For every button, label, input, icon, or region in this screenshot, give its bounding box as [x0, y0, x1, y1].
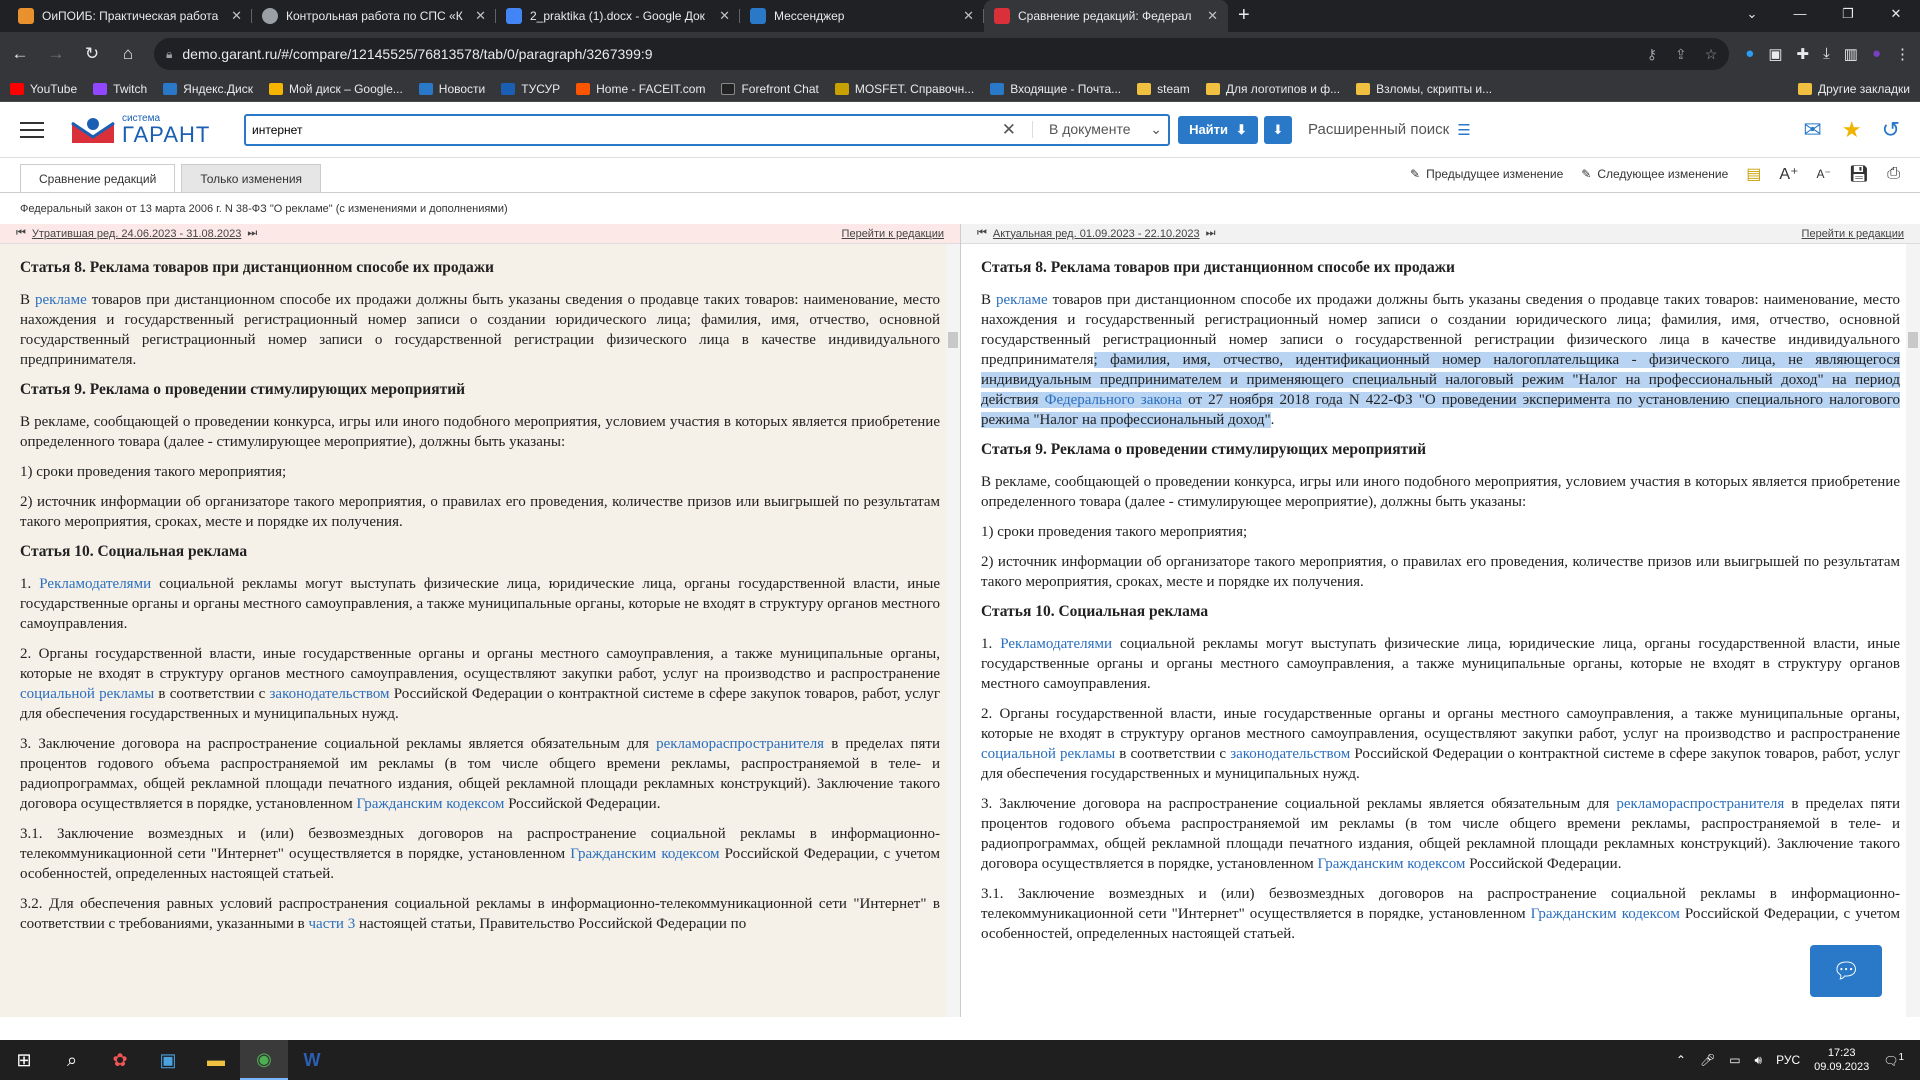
scroll-thumb[interactable] — [948, 332, 958, 348]
prev-change-label: Предыдущее изменение — [1426, 167, 1564, 181]
doc-link[interactable]: Гражданским кодексом — [1530, 906, 1680, 922]
bookmark-label: Другие закладки — [1818, 81, 1910, 96]
paragraph: 1) сроки проведения такого мероприятия; — [981, 524, 1248, 540]
paragraph: В рекламе товаров при дистанционном способе их продажи должны быть указаны сведения о продавце таких товаров: наименование, место нахождения и государственный регистрационный номер записи о создании юридического лица; фамилия, имя, отчество, основной государственный регистрационный номер записи о государственной регистрации физического лица в качестве индивидуального предпринимателя; фамилия, имя, отчество, идентификационный номер налогоплательщика - физического лица, не являющегося индивидуальным предпринимателем и применяющего специальный налоговый режим "Налог на профессиональный доход" на период действия Федерального закона от 27 ноября 2018 года N 422-ФЗ "О проведении эксперимента по установлению специального налогового режима "Налог на профессиональный доход". — [981, 292, 1900, 428]
article-heading: Статья 10. Социальная реклама — [981, 603, 1209, 620]
browser-tab-active[interactable] — [984, 0, 1228, 32]
highlighted-change: ; фамилия, имя, отчество, идентификационный номер налогоплательщика - физического лица, не являющегося индивидуальным предпринимателем и применяющего специальный налоговый режим "Налог на профессиональный доход" на период действия Федерального закона от 27 ноября 2018 года N 422-ФЗ "О проведении эксперимента по установлению специального налогового режима "Налог на профессиональный доход" — [981, 352, 1900, 428]
paragraph: 3.1. Заключение возмездных и (или) безвозмездных договоров на распространение социальной рекламы в информационно-телекоммуникационной сети "Интернет" осуществляется в порядке, установленном Гражданским кодексом Российской Федерации, с учетом особенностей, определенных настоящей статьей. — [981, 886, 1900, 942]
hamburger-menu-icon[interactable] — [20, 122, 44, 138]
close-icon[interactable]: ✕ — [231, 8, 242, 23]
article-heading: Статья 8. Реклама товаров при дистанционном способе их продажи — [981, 259, 1455, 276]
goto-edition-link[interactable]: Перейти к редакции — [1801, 227, 1904, 240]
close-icon[interactable]: ✕ — [963, 8, 974, 23]
bookmark-yandex-disk[interactable] — [163, 82, 253, 96]
arrow-down-icon: ⬇ — [1236, 121, 1247, 137]
doc-link[interactable]: Федерального закона — [1044, 392, 1183, 408]
logo-subtitle: система — [122, 112, 161, 124]
paragraph: 3.1. Заключение возмездных и (или) безвозмездных договоров на распространение социальной рекламы в информационно-телекоммуникационной сети "Интернет" осуществляется в порядке, установленном Гражданским кодексом Российской Федерации, с учетом особенностей, определенных настоящей статьей. — [20, 826, 940, 882]
close-icon[interactable]: ✕ — [475, 8, 486, 23]
bookmark-google-drive[interactable] — [269, 82, 403, 96]
doc-link[interactable]: Гражданским кодексом — [1317, 856, 1466, 872]
bookmark-mail[interactable] — [990, 82, 1121, 96]
home-icon[interactable]: ⌂ — [122, 44, 134, 63]
twitch-icon — [93, 83, 107, 95]
bookmark-tusur[interactable] — [501, 82, 560, 96]
avatar[interactable]: ● — [1871, 45, 1881, 62]
first-icon[interactable]: ⏮ — [977, 227, 987, 239]
doc-link[interactable]: Гражданским кодексом — [356, 796, 505, 812]
history-icon[interactable]: ↺ — [1881, 116, 1900, 142]
search-icon[interactable]: ⌕ — [66, 1049, 78, 1070]
garant-header — [0, 102, 1920, 158]
menu-dots-icon[interactable]: ⋮ — [1895, 46, 1910, 63]
scrollbar[interactable] — [1906, 244, 1920, 1017]
faceit-icon — [576, 83, 590, 95]
find-button[interactable] — [1178, 116, 1258, 144]
doc-link[interactable]: части 3 — [308, 916, 356, 932]
tab-title: 2_praktika (1).docx - Google Док — [530, 9, 705, 23]
youtube-icon — [10, 83, 24, 95]
edition-label[interactable]: Актуальная ред. 01.09.2023 - 22.10.2023 — [992, 227, 1200, 240]
current-edition-pane — [960, 224, 1920, 1017]
first-icon[interactable]: ⏮ — [16, 227, 26, 239]
maximize-icon[interactable]: ❐ — [1842, 6, 1854, 21]
back-icon[interactable]: ← — [11, 44, 29, 63]
logo-title: ГАРАНТ — [122, 121, 211, 147]
close-window-icon[interactable]: ✕ — [1890, 6, 1902, 21]
paragraph: 3.2. Для обеспечения равных условий распространения социальной рекламы в информационно-телекоммуникационной сети "Интернет" в соответствии с требованиями, указанными в части 3 настоящей статьи, Правительство Российской Федерации по — [20, 896, 940, 932]
browser-tab[interactable] — [740, 0, 984, 32]
doc-link[interactable]: рекламораспространителя — [1616, 796, 1785, 812]
bookmark-label: Взломы, скрипты и... — [1376, 81, 1493, 96]
bookmarks-bar — [0, 76, 1920, 102]
network-icon[interactable]: ▭ — [1729, 1053, 1741, 1067]
chat-icon — [721, 83, 735, 95]
cloud-icon — [163, 83, 177, 95]
mail-icon — [990, 83, 1004, 95]
news-icon — [419, 83, 433, 95]
bookmark-news[interactable] — [419, 82, 485, 96]
app-icon[interactable]: ✿ — [112, 1049, 128, 1070]
paragraph: 3. Заключение договора на распространение социальной рекламы является обязательным для рекламораспространителя в пределах пяти процентов годового объема распространяемой им рекламы (в том числе общего времени рекламы, распространяемой в теле- и радиопрограммах, общей рекламной площади печатного издания, общей рекламной площади рекламных конструкций). Заключение такого договора осуществляется в порядке, установленном Гражданским кодексом Российской Федерации. — [981, 796, 1900, 872]
paragraph: В рекламе, сообщающей о проведении конкурса, игры или иного подобного мероприятия, условием участия в которых является приобретение определенного товара (далее - стимулирующее мероприятие), должны быть указаны: — [981, 474, 1900, 510]
article-heading: Статья 8. Реклама товаров при дистанционном способе их продажи — [20, 259, 494, 276]
change-navigation — [1410, 164, 1900, 184]
advanced-search-link[interactable] — [1308, 121, 1471, 139]
bookmark-label: MOSFET. Справочн... — [854, 81, 975, 96]
tab-title: ОиПОИБ: Практическая работа — [42, 9, 219, 23]
font-decrease-icon[interactable]: A⁻ — [1816, 167, 1831, 181]
bookmark-label: Мой диск – Google... — [288, 81, 403, 96]
find-label: Найти — [1189, 122, 1229, 137]
extension-icon[interactable]: ▣ — [1768, 46, 1783, 63]
tab-title: Сравнение редакций: Федерал — [1018, 9, 1192, 23]
bookmark-label: Яндекс.Диск — [183, 81, 253, 96]
mosfet-icon — [835, 83, 849, 95]
tab-title: Контрольная работа по СПС «К — [286, 9, 463, 23]
scroll-thumb[interactable] — [1908, 332, 1918, 348]
scope-label: В документе — [1049, 121, 1131, 137]
folder-icon — [1798, 83, 1812, 95]
paragraph: 2) источник информации об организаторе такого мероприятия, о правилах его проведения, количестве призов или выигрышей по результатам такого мероприятия, сроках, месте и порядке их получения. — [981, 554, 1900, 590]
tab-only-changes[interactable]: Только изменения — [181, 164, 321, 192]
article-heading: Статья 9. Реклама о проведении стимулирующих мероприятий — [981, 441, 1427, 458]
save-icon[interactable]: 💾︎ — [1848, 166, 1870, 183]
address-toolbar — [0, 32, 1920, 76]
document-title: Федеральный закон от 13 марта 2006 г. N 38-ФЗ "О рекламе" (с изменениями и дополнениями) — [0, 192, 1920, 224]
bookmark-label: Новости — [438, 81, 486, 96]
last-icon[interactable]: ⏭ — [1205, 227, 1216, 239]
mail-users-icon[interactable]: ✉ — [1803, 116, 1822, 142]
folder-icon — [1206, 83, 1220, 95]
folder-icon — [1356, 83, 1370, 95]
browser-tab[interactable] — [8, 0, 252, 32]
app-icon[interactable]: ▣ — [159, 1049, 177, 1070]
old-edition-bar — [0, 224, 960, 244]
lock-icon[interactable]: 🔒︎ — [166, 46, 173, 61]
bookmark-youtube[interactable] — [10, 82, 77, 96]
windows-start-icon[interactable]: ⊞ — [16, 1049, 32, 1070]
search-scope-select[interactable] — [1032, 121, 1162, 138]
arrow-down-icon: ⬇ — [1272, 121, 1284, 137]
extensions — [1745, 45, 1910, 63]
doc-link[interactable]: законодательством — [269, 686, 390, 702]
prev-change-button[interactable] — [1410, 167, 1563, 181]
favorites-star-icon[interactable]: ★ — [1841, 116, 1862, 142]
bookmark-faceit[interactable] — [576, 82, 705, 96]
other-bookmarks[interactable] — [1798, 82, 1910, 96]
pin-icon: ✎ — [1581, 167, 1592, 181]
new-tab-button[interactable]: + — [1238, 4, 1250, 26]
tab-favicon-icon — [506, 8, 522, 24]
word-icon[interactable]: W — [303, 1049, 321, 1070]
bookmark-label: Forefront Chat — [741, 81, 819, 96]
bookmark-folder-hacks[interactable] — [1356, 82, 1492, 96]
chat-bubble-icon: 💬︎ — [1832, 958, 1860, 983]
clear-icon[interactable]: ✕ — [1001, 119, 1016, 139]
bookmark-label: Входящие - Почта... — [1010, 81, 1122, 96]
goto-edition-link[interactable]: Перейти к редакции — [841, 227, 944, 240]
bookmark-label: YouTube — [30, 81, 78, 96]
bookmark-folder-logos[interactable] — [1206, 82, 1340, 96]
old-edition-pane — [0, 224, 960, 1017]
doc-link[interactable]: Гражданским кодексом — [570, 846, 720, 862]
advanced-label: Расширенный поиск — [1308, 121, 1450, 138]
language-indicator[interactable]: РУС — [1776, 1053, 1801, 1067]
header-icons — [1803, 117, 1900, 143]
doc-link[interactable]: социальной рекламы — [981, 746, 1116, 762]
bookmark-label: ТУСУР — [521, 81, 561, 96]
clock[interactable]: 17:23 09.09.2023 — [1814, 1047, 1870, 1073]
doc-link[interactable]: рекламораспространителя — [656, 736, 825, 752]
browser-tab[interactable] — [496, 0, 740, 32]
file-explorer-icon[interactable]: ▬ — [207, 1049, 225, 1070]
tab-title: Мессенджер — [774, 9, 845, 23]
doc-link[interactable]: социальной рекламы — [20, 686, 155, 702]
compare-tabs-row — [0, 158, 1920, 192]
paragraph: 3. Заключение договора на распространение социальной рекламы является обязательным для рекламораспространителя в пределах пяти процентов годового объема распространяемой им рекламы (в том числе общего времени рекламы, распространяемой в теле- и радиопрограммах, общей рекламной площади печатного издания, общей рекламной площади рекламных конструкций). Заключение такого договора осуществляется в порядке, установленном Гражданским кодексом Российской Федерации. — [20, 736, 940, 812]
chevron-up-icon[interactable]: ⌃ — [1675, 1053, 1686, 1067]
tab-compare-editions[interactable]: Сравнение редакций — [20, 164, 175, 192]
chevron-down-icon: ⌄ — [1150, 121, 1162, 137]
share-icon[interactable]: ⇪ — [1674, 45, 1687, 62]
compare-panes — [0, 224, 1920, 1017]
search-input[interactable]: интернет — [252, 122, 303, 137]
system-tray — [1676, 1046, 1920, 1074]
bookmark-twitch[interactable] — [93, 82, 147, 96]
scrollbar[interactable] — [946, 244, 960, 1017]
tab-favicon-icon — [18, 8, 34, 24]
star-icon[interactable]: ☆ — [1704, 45, 1718, 62]
paragraph: 2) источник информации об организаторе такого мероприятия, о правилах его проведения, количестве призов или выигрышей по результатам такого мероприятия, сроках, месте и порядке их получения. — [20, 494, 940, 530]
paragraph: 2. Органы государственной власти, иные государственные органы и органы местного самоуправления, а также муниципальные органы, которые не входят в структуру органов местного самоуправления, осуществляют закупки работ, услуг на производство и распространение социальной рекламы в соответствии с законодательством Российской Федерации о контрактной системе в сфере закупок товаров, работ, услуг для обеспечения государственных и муниципальных нужд. — [981, 706, 1900, 782]
browser-tab-strip — [0, 0, 1920, 32]
puzzle-icon[interactable]: ✚ — [1796, 46, 1810, 63]
bookmark-label: steam — [1157, 81, 1190, 96]
search-options-button[interactable] — [1264, 116, 1292, 144]
tab-favicon-icon — [750, 8, 766, 24]
doc-link[interactable]: законодательством — [1230, 746, 1351, 762]
old-edition-text — [0, 244, 960, 934]
toolbar-icon[interactable]: ▤ — [1746, 166, 1762, 183]
reload-icon[interactable]: ↻ — [84, 44, 100, 63]
paragraph: 1) сроки проведения такого мероприятия; — [20, 464, 287, 480]
paragraph: 1. Рекламодателями социальной рекламы могут выступать физические лица, юридические лица, органы государственной власти, иные государственные органы и органы местного самоуправления, а также муниципальные органы, которые не входят в структуру органов местного самоуправления. — [981, 636, 1901, 692]
print-icon[interactable]: ⎙ — [1887, 165, 1900, 182]
chevron-down-icon[interactable]: ⌄ — [1746, 6, 1758, 21]
close-icon[interactable]: ✕ — [1207, 8, 1218, 23]
pin-icon: ✎ — [1410, 167, 1421, 181]
doc-link[interactable]: Рекламодателями — [1000, 636, 1113, 652]
paragraph: 1. Рекламодателями социальной рекламы могут выступать физические лица, юридические лица, органы государственной власти, иные государственные органы и органы местного самоуправления, а также муниципальные органы, которые не входят в структуру органов местного самоуправления. — [20, 576, 941, 632]
browser-tab[interactable] — [252, 0, 496, 32]
minimize-icon[interactable]: — — [1793, 6, 1807, 21]
bookmark-forefront[interactable] — [721, 82, 818, 96]
key-icon[interactable]: ⚷ — [1646, 45, 1657, 62]
tab-favicon-icon — [994, 8, 1010, 24]
microphone-icon[interactable]: 🎤︎ — [1699, 1053, 1716, 1067]
volume-icon[interactable]: 🔊︎ — [1754, 1052, 1763, 1067]
folder-icon — [1137, 83, 1151, 95]
paragraph: 2. Органы государственной власти, иные государственные органы и органы местного самоуправления, а также муниципальные органы, которые не входят в структуру органов местного самоуправления, осуществляют закупки работ, услуг на производство и распространение социальной рекламы в соответствии с законодательством Российской Федерации о контрактной системе в сфере закупок товаров, работ, услуг для обеспечения государственных и муниципальных нужд. — [20, 646, 940, 722]
notification-icon[interactable]: 🗨︎$^1$ — [1883, 1052, 1904, 1068]
url-text: demo.garant.ru/#/compare/12145525/76813578/tab/0/paragraph/3267399:9 — [182, 46, 653, 62]
current-edition-bar — [961, 224, 1920, 244]
paragraph: В рекламе, сообщающей о проведении конкурса, игры или иного подобного мероприятия, условием участия в которых является приобретение определенного товара (далее - стимулирующее мероприятие), должны быть указаны: — [20, 414, 940, 450]
download-icon[interactable]: ⤓ — [1823, 45, 1830, 62]
windows-taskbar — [0, 1040, 1920, 1080]
paragraph: В рекламе товаров при дистанционном способе их продажи должны быть указаны сведения о продавце таких товаров: наименование, место нахождения и государственный регистрационный номер записи о создании юридического лица; фамилия, имя, отчество, основной государственный регистрационный номер записи о государственной регистрации физического лица в качестве индивидуального предпринимателя. — [20, 292, 940, 368]
close-icon[interactable]: ✕ — [719, 8, 730, 23]
tab-favicon-icon — [262, 8, 278, 24]
window-controls — [1728, 0, 1920, 32]
tusur-icon — [501, 83, 515, 95]
doc-link[interactable]: рекламе — [35, 292, 87, 308]
article-heading: Статья 10. Социальная реклама — [20, 543, 248, 560]
garant-logo[interactable] — [70, 114, 240, 146]
filter-list-icon: ☰ — [1457, 121, 1471, 139]
bookmark-label: Для логотипов и ф... — [1225, 81, 1341, 96]
url-bar[interactable] — [154, 38, 1729, 70]
chat-support-button[interactable] — [1810, 945, 1882, 997]
chrome-icon[interactable]: ◉ — [240, 1040, 288, 1080]
font-increase-icon[interactable]: A⁺ — [1779, 166, 1799, 183]
forward-icon[interactable]: → — [47, 44, 65, 63]
doc-link[interactable]: Рекламодателями — [39, 576, 152, 592]
drive-icon — [269, 83, 283, 95]
next-change-button[interactable] — [1581, 167, 1728, 181]
sidepanel-icon[interactable]: ▥ — [1843, 46, 1858, 63]
extension-icon[interactable]: ● — [1745, 45, 1755, 62]
doc-link[interactable]: рекламе — [995, 292, 1048, 308]
next-change-label: Следующее изменение — [1597, 167, 1729, 181]
search-box[interactable] — [244, 114, 1170, 146]
edition-label[interactable]: Утратившая ред. 24.06.2023 - 31.08.2023 — [31, 227, 242, 240]
logo-mark-icon — [70, 115, 116, 145]
bookmark-label: Home - FACEIT.com — [596, 81, 706, 96]
article-heading: Статья 9. Реклама о проведении стимулирующих мероприятий — [20, 381, 466, 398]
bookmark-folder-steam[interactable] — [1137, 82, 1190, 96]
last-icon[interactable]: ⏭ — [247, 227, 258, 239]
current-edition-text — [961, 244, 1920, 944]
bookmark-label: Twitch — [113, 81, 148, 96]
bookmark-mosfet[interactable] — [835, 82, 974, 96]
